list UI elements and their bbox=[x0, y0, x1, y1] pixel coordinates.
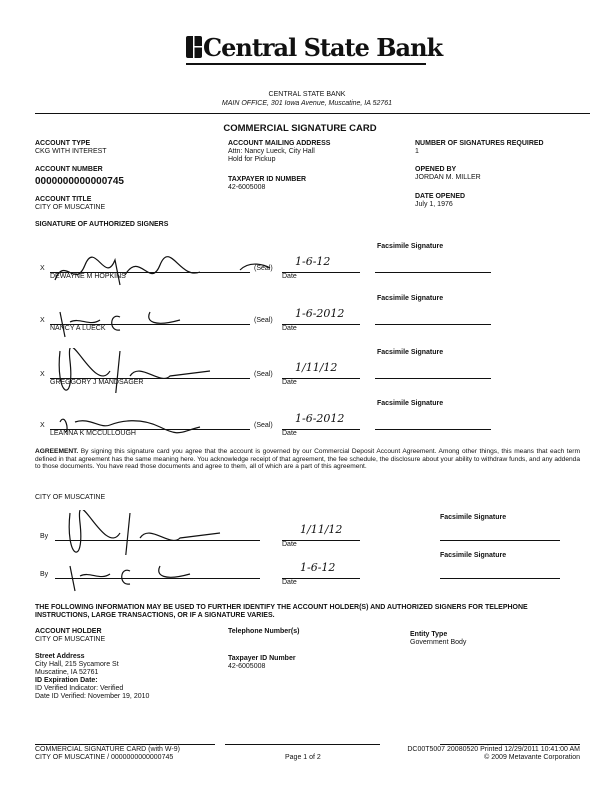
agreement-body: By signing this signature card you agree that the account is governed by our Commercial Deposit Account Agreement. Among other things, this means that each term defined in that agreement has the same meaning here. You acknowledge receipt of that agreement, the fee schedule, the disclosure about your ability to withdraw funds, and any addenda to those documents. You have read those documents and agree to them, all of which are a part of this agreement. bbox=[35, 448, 580, 471]
seal-label: (Seal) bbox=[254, 422, 273, 429]
num-signatures-label: NUMBER OF SIGNATURES REQUIRED bbox=[415, 140, 544, 147]
taxpayer-id-label-2: Taxpayer ID Number bbox=[228, 655, 296, 662]
account-holder-label: ACCOUNT HOLDER bbox=[35, 628, 102, 635]
page-title: COMMERCIAL SIGNATURE CARD bbox=[223, 123, 377, 134]
handwritten-signature bbox=[60, 548, 260, 593]
facsimile-label: Facsimile Signature bbox=[377, 400, 444, 407]
bank-logo-icon bbox=[186, 36, 202, 58]
taxpayer-id-label: TAXPAYER ID NUMBER bbox=[228, 176, 307, 183]
entity-type-label: Entity Type bbox=[410, 631, 448, 638]
bank-logo-text: Central State Bank bbox=[203, 33, 443, 62]
mailing-address-label: ACCOUNT MAILING ADDRESS bbox=[228, 140, 331, 147]
date-opened: July 1, 1976 bbox=[415, 201, 453, 208]
agreement-text bbox=[35, 448, 580, 471]
mailing-address-line2: Hold for Pickup bbox=[228, 156, 276, 163]
street-address-label: Street Address bbox=[35, 653, 85, 660]
footer-line bbox=[440, 744, 580, 745]
street-line1: City Hall, 215 Sycamore St bbox=[35, 661, 119, 668]
handwritten-date: 1-6-12 bbox=[295, 255, 331, 268]
by-label: By bbox=[40, 571, 49, 578]
x-mark: X bbox=[40, 317, 45, 324]
footer-printed: DC00T5007 20080520 Printed 12/29/2011 10:41:00 AM bbox=[407, 746, 580, 753]
facsimile-label: Facsimile Signature bbox=[440, 552, 507, 559]
handwritten-date: 1-6-2012 bbox=[295, 307, 345, 320]
account-number-label: ACCOUNT NUMBER bbox=[35, 166, 103, 173]
account-title-label: ACCOUNT TITLE bbox=[35, 196, 92, 203]
handwritten-date: 1/11/12 bbox=[295, 361, 338, 374]
facsimile-line[interactable] bbox=[375, 378, 491, 379]
facsimile-line[interactable] bbox=[440, 578, 560, 579]
facsimile-label: Facsimile Signature bbox=[440, 514, 507, 521]
opened-by: JORDAN M. MILLER bbox=[415, 174, 481, 181]
footer-form-name: COMMERCIAL SIGNATURE CARD (with W-9) bbox=[35, 746, 180, 753]
handwritten-date: 1/11/12 bbox=[300, 523, 343, 536]
signer-name: LEANNA K MCCULLOUGH bbox=[50, 430, 136, 437]
footer-account: CITY OF MUSCATINE / 0000000000000745 bbox=[35, 754, 174, 761]
date-label: Date bbox=[282, 273, 297, 280]
by-label: By bbox=[40, 533, 49, 540]
seal-label: (Seal) bbox=[254, 317, 273, 324]
bank-address: MAIN OFFICE, 301 Iowa Avenue, Muscatine, IA 52761 bbox=[221, 100, 393, 107]
x-mark: X bbox=[40, 371, 45, 378]
seal-label: (Seal) bbox=[254, 265, 273, 272]
date-id-verified: Date ID Verified: November 19, 2010 bbox=[35, 693, 150, 700]
logo-underline bbox=[186, 63, 426, 65]
date-opened-label: DATE OPENED bbox=[415, 193, 466, 200]
num-signatures: 1 bbox=[415, 148, 419, 155]
facsimile-label: Facsimile Signature bbox=[377, 295, 444, 302]
page-number: Page 1 of 2 bbox=[285, 754, 321, 761]
x-mark: X bbox=[40, 422, 45, 429]
date-label: Date bbox=[282, 579, 297, 586]
handwritten-date: 1-6-12 bbox=[300, 561, 336, 574]
footer-line bbox=[35, 744, 215, 745]
date-label: Date bbox=[282, 541, 297, 548]
id-verified: ID Verified Indicator: Verified bbox=[35, 685, 124, 692]
date-label: Date bbox=[282, 430, 297, 437]
account-type: CKG WITH INTEREST bbox=[35, 148, 107, 155]
signers-heading: SIGNATURE OF AUTHORIZED SIGNERS bbox=[35, 221, 169, 228]
date-label: Date bbox=[282, 379, 297, 386]
signer-name: NANCY A LUECK bbox=[50, 325, 106, 332]
divider bbox=[35, 113, 590, 114]
date-label: Date bbox=[282, 325, 297, 332]
city-label: CITY OF MUSCATINE bbox=[35, 494, 106, 501]
facsimile-line[interactable] bbox=[375, 324, 491, 325]
account-holder: CITY OF MUSCATINE bbox=[35, 636, 106, 643]
facsimile-line[interactable] bbox=[375, 272, 491, 273]
account-title: CITY OF MUSCATINE bbox=[35, 204, 106, 211]
entity-type: Government Body bbox=[410, 639, 467, 646]
account-type-label: ACCOUNT TYPE bbox=[35, 140, 91, 147]
seal-label: (Seal) bbox=[254, 371, 273, 378]
x-mark: X bbox=[40, 265, 45, 272]
id-expiration: ID Expiration Date: bbox=[35, 677, 98, 684]
opened-by-label: OPENED BY bbox=[415, 166, 457, 173]
signature-line[interactable] bbox=[55, 578, 260, 579]
mailing-address-line1: Attn: Nancy Lueck, City Hall bbox=[228, 148, 315, 155]
telephone-label: Telephone Number(s) bbox=[228, 628, 300, 635]
facsimile-line[interactable] bbox=[440, 540, 560, 541]
info-heading: THE FOLLOWING INFORMATION MAY BE USED TO FURTHER IDENTIFY THE ACCOUNT HOLDER(S) AND AUTHORIZED SIGNERS FOR TELEPHONE INSTRUCTIONS, LARGE TRANSACTIONS, OR IF A SIGNATURE VARIES. bbox=[35, 604, 528, 619]
taxpayer-id-2: 42-6005008 bbox=[228, 663, 266, 670]
footer-copyright: © 2009 Metavante Corporation bbox=[484, 754, 580, 761]
agreement-lead: AGREEMENT. bbox=[35, 448, 79, 455]
facsimile-label: Facsimile Signature bbox=[377, 349, 444, 356]
bank-name: CENTRAL STATE BANK bbox=[268, 91, 346, 98]
facsimile-line[interactable] bbox=[375, 429, 491, 430]
facsimile-label: Facsimile Signature bbox=[377, 243, 444, 250]
signer-name: DEWAYNE M HOPKINS bbox=[50, 273, 126, 280]
account-number: 0000000000000745 bbox=[35, 176, 124, 187]
footer-line bbox=[225, 744, 380, 745]
street-line2: Muscatine, IA 52761 bbox=[35, 669, 99, 676]
handwritten-date: 1-6-2012 bbox=[295, 412, 345, 425]
taxpayer-id: 42-6005008 bbox=[228, 184, 266, 191]
signer-name: GREGGORY J MANDSAGER bbox=[50, 379, 144, 386]
signature-line[interactable] bbox=[55, 540, 260, 541]
